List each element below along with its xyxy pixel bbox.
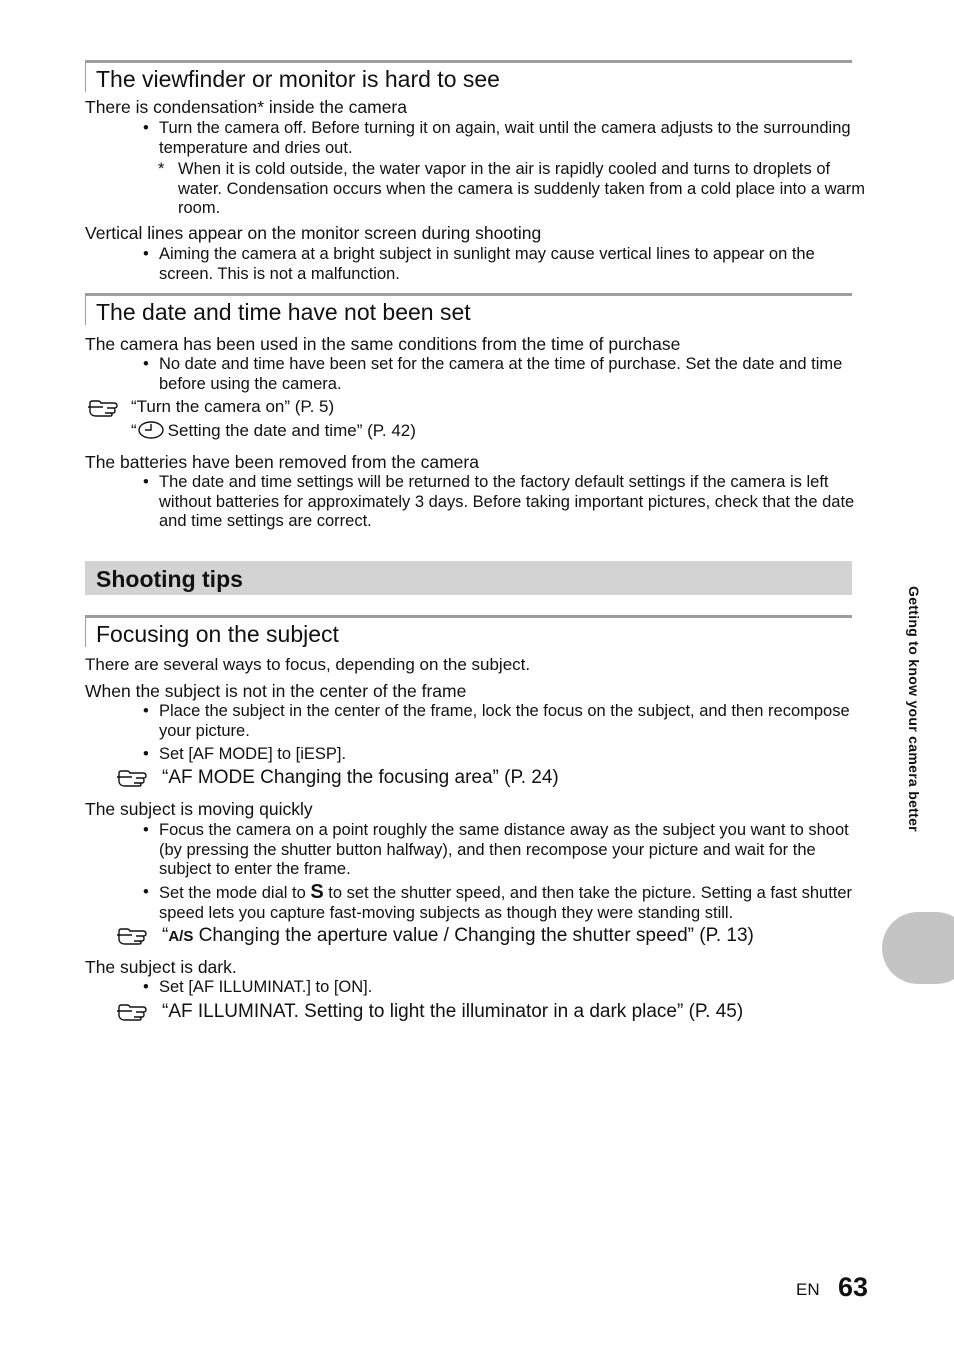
condition-condensation: There is condensation* inside the camera <box>85 97 407 117</box>
quote-open: “ <box>131 421 137 440</box>
page-number: 63 <box>838 1272 869 1302</box>
bullet-text <box>159 883 865 923</box>
bullet-marker: • <box>143 883 149 901</box>
bullet-text: Focus the camera on a point roughly the same distance away as the subject you want to shoot (by pressing the shutter button halfway), and then recompose your picture and wait for the subject to enter the frame. <box>159 821 849 878</box>
ref-text: Setting the date and time” (P. 42) <box>167 421 416 440</box>
bullet-text: Set [AF ILLUMINAT.] to [ON]. <box>159 978 373 996</box>
condition-dark: The subject is dark. <box>85 957 237 977</box>
bullet-text: No date and time have been set for the camera at the time of purchase. Set the date and time before using the camera. <box>159 355 843 393</box>
side-tab-label: Getting to know your camera better <box>906 586 922 832</box>
footer-language: EN <box>796 1280 820 1299</box>
bullet-text: Place the subject in the center of the frame, lock the focus on the subject, and then recompose your picture. <box>159 702 850 740</box>
bullet-focus-point <box>143 821 865 880</box>
condition-not-center: When the subject is not in the center of the frame <box>85 681 467 701</box>
condition-moving: The subject is moving quickly <box>85 799 313 819</box>
ref-aperture-shutter[interactable] <box>162 925 754 948</box>
bullet-no-date <box>143 355 865 394</box>
condition-vertical-lines: Vertical lines appear on the monitor screen during shooting <box>85 223 542 243</box>
ref-af-illuminat[interactable]: “AF ILLUMINAT. Setting to light the illuminator in a dark place” (P. 45) <box>162 1001 744 1022</box>
bullet-turn-off <box>143 119 865 158</box>
bullet-marker: • <box>143 821 149 839</box>
side-tab-marker <box>882 912 954 984</box>
bullet-text-b: to set the shutter speed, and then take the picture. Setting a fast shutter speed lets you capture fast-moving subjects as though they were standing still. <box>159 884 853 922</box>
footnote-condensation <box>158 160 865 219</box>
bullet-marker: • <box>143 978 149 996</box>
heading-date-time: The date and time have not been set <box>85 293 852 325</box>
bullet-bright-subject <box>143 245 865 284</box>
bullet-text: Aiming the camera at a bright subject in sunlight may cause vertical lines to appear on the screen. This is not a malfunction. <box>159 245 815 283</box>
footnote-marker: * <box>158 160 165 178</box>
bullet-mode-dial <box>143 883 865 923</box>
quote-open: “ <box>162 925 169 946</box>
bullet-text-a: Set the mode dial to <box>159 884 311 902</box>
intro-focus: There are several ways to focus, depending on the subject. <box>85 655 531 674</box>
bullet-text: Set [AF MODE] to [iESP]. <box>159 745 347 763</box>
mode-as-symbol: A/S <box>168 928 194 945</box>
ref-af-mode[interactable]: “AF MODE Changing the focusing area” (P. 24) <box>162 767 559 788</box>
ref-setting-date-time[interactable] <box>131 421 416 441</box>
ref-turn-camera-on[interactable]: “Turn the camera on” (P. 5) <box>131 397 335 416</box>
bullet-marker: • <box>143 245 149 263</box>
bullet-marker: • <box>143 745 149 763</box>
bullet-text: The date and time settings will be returned to the factory default settings if the camera is left without batteries for approximately 3 days. Before taking important pictures, check that the date and time settings are correct. <box>159 473 855 530</box>
bullet-text: Turn the camera off. Before turning it on again, wait until the camera adjusts to the surrounding temperature and dries out. <box>159 119 851 157</box>
bullet-marker: • <box>143 473 149 491</box>
bullet-af-mode <box>143 745 865 765</box>
heading-viewfinder: The viewfinder or monitor is hard to see <box>85 60 852 92</box>
heading-focusing: Focusing on the subject <box>85 615 852 647</box>
bullet-af-illuminat <box>143 978 865 998</box>
condition-purchase: The camera has been used in the same conditions from the time of purchase <box>85 334 681 354</box>
condition-batteries: The batteries have been removed from the camera <box>85 452 479 472</box>
clock-icon <box>138 421 164 439</box>
section-bar-shooting-tips <box>85 561 852 595</box>
bullet-factory-default <box>143 473 865 532</box>
mode-s-symbol: S <box>310 881 324 903</box>
section-title: Shooting tips <box>96 566 243 592</box>
bullet-lock-focus <box>143 702 865 741</box>
reference-hand-icon <box>116 769 148 787</box>
reference-hand-icon <box>116 1003 148 1021</box>
footnote-text: When it is cold outside, the water vapor in the air is rapidly cooled and turns to droplets of water. Condensation occurs when the camera is suddenly taken from a cold place into a warm room. <box>178 160 865 217</box>
bullet-marker: • <box>143 119 149 137</box>
reference-hand-icon <box>116 927 148 945</box>
reference-hand-icon <box>87 399 119 417</box>
ref-text: Changing the aperture value / Changing the shutter speed” (P. 13) <box>193 925 754 946</box>
bullet-marker: • <box>143 702 149 720</box>
bullet-marker: • <box>143 355 149 373</box>
